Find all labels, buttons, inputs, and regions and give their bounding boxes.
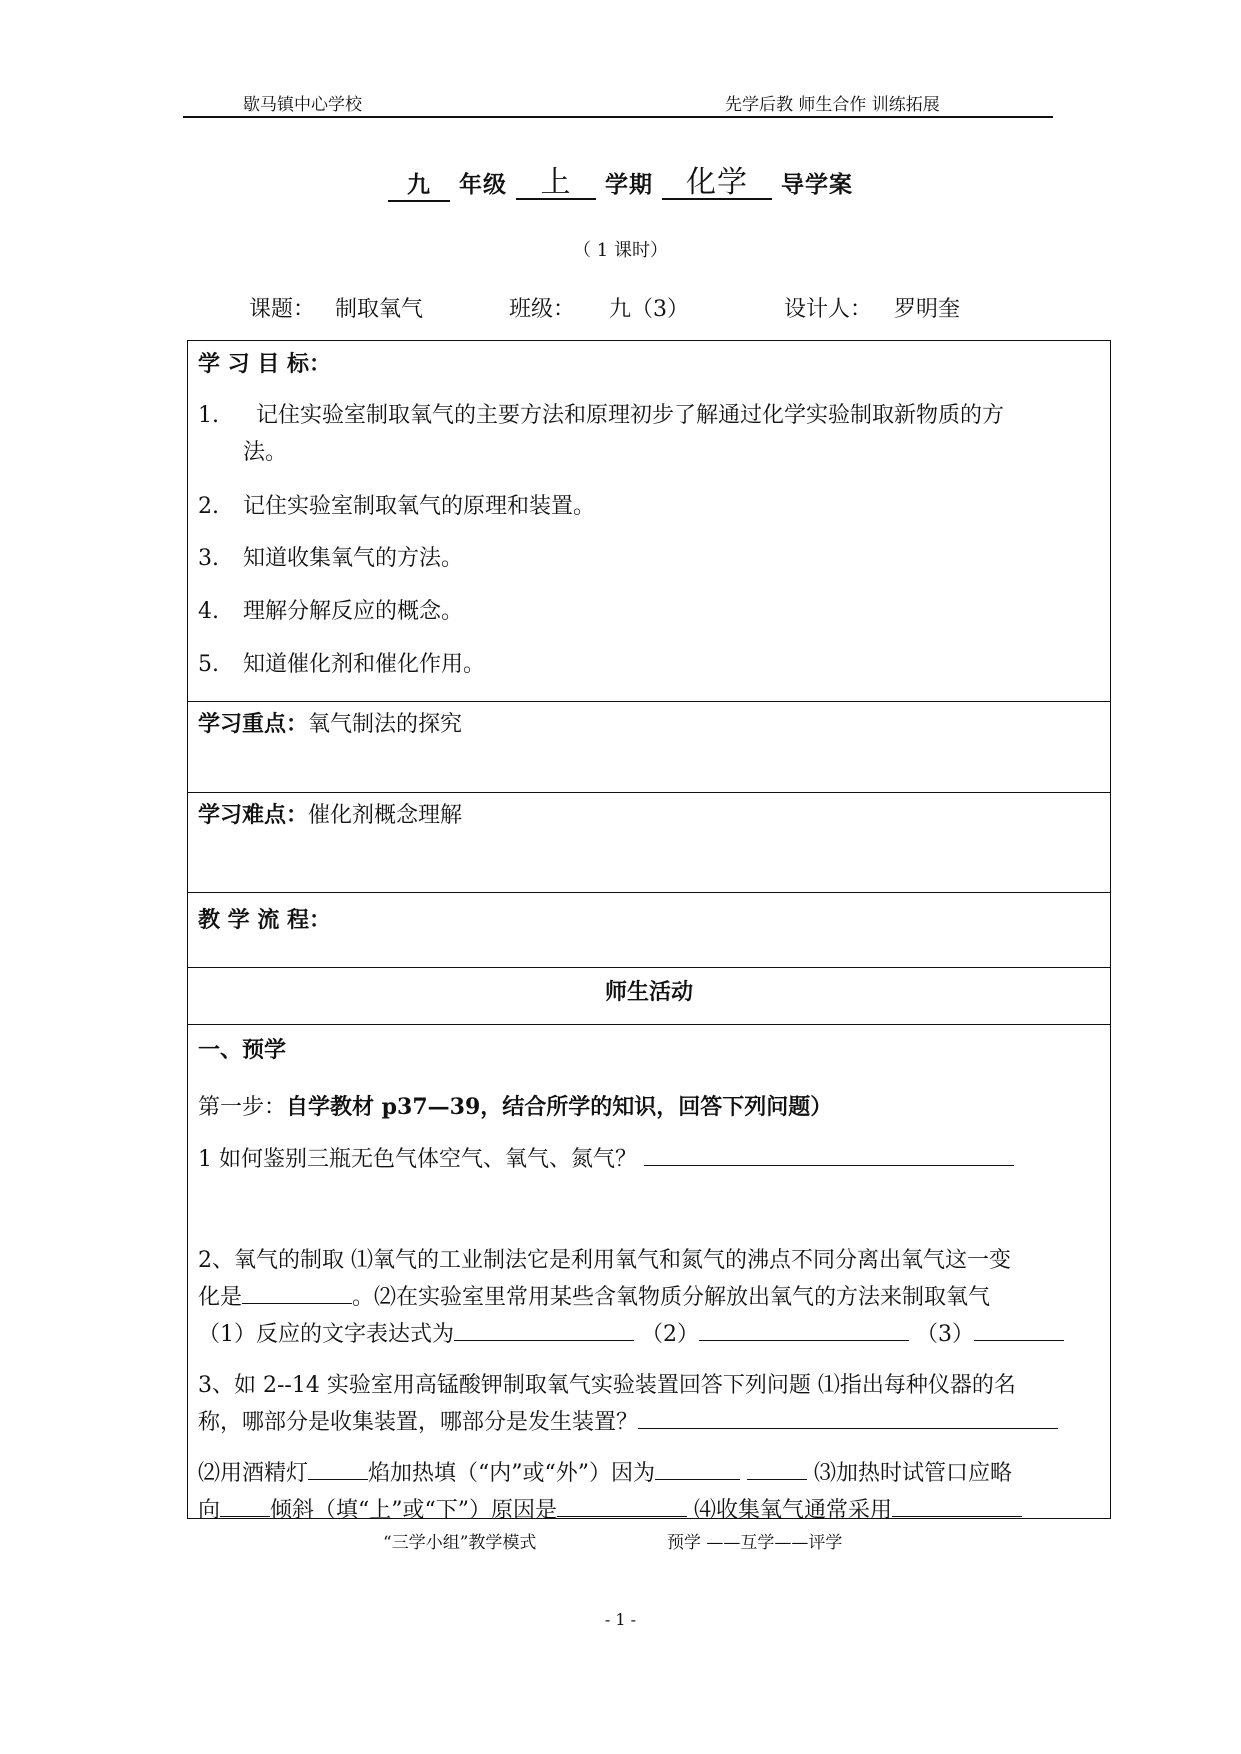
objective-text-cont: 法。 [243,440,288,465]
row-divider [187,792,1111,793]
row-divider [187,701,1111,702]
objective-number: 5. [198,652,219,677]
footer-steps: 预学 ——互学——评学 [667,1533,843,1553]
answer-blank[interactable] [974,1316,1064,1341]
question-4-text: ⑵用酒精灯 [198,1461,309,1486]
footer-mode: “三学小组”教学模式 [383,1533,537,1553]
answer-blank[interactable] [655,1455,740,1480]
topic-value: 制取氧气 [335,297,424,322]
class-label: 班级： [509,297,576,322]
answer-blank[interactable] [454,1316,634,1341]
page-number: - 1 - [604,1610,637,1629]
objective-number: 2. [198,494,219,519]
question-4-text: 向 [198,1498,221,1523]
period-count: （ 1 课时） [573,240,668,261]
row-divider [187,892,1111,893]
header-motto: 先学后教 师生合作 训练拓展 [725,95,940,115]
step-one [198,1089,832,1126]
process-heading: 教 学 流 程： [198,907,331,933]
designer-label: 设计人： [784,297,873,322]
row-divider [187,1024,1111,1025]
objective-number: 4. [198,599,219,624]
objectives-heading: 学 习 目 标： [198,351,331,377]
objective-number: 3. [198,546,219,571]
answer-blank[interactable] [644,1141,1014,1166]
difficulty-text: 催化剂概念理解 [308,803,463,828]
question-2-line-3 [198,1316,1064,1353]
question-2-text: 。⑵在实验室里常用某些含氧物质分解放出氧气的方法来制取氧气 [352,1285,991,1310]
difficulty-label: 学习难点： [198,802,309,828]
question-2-text: （1）反应的文字表达式为 [198,1322,454,1347]
row-divider [187,967,1111,968]
title-term: 上 [516,168,596,200]
question-2-line-1: 2、氧气的制取 ⑴氧气的工业制法它是利用氧气和氮气的沸点不同分离出氧气这一变 [198,1248,1011,1273]
objective-text: 理解分解反应的概念。 [243,599,464,624]
answer-blank[interactable] [242,1279,352,1304]
question-4-line-1 [198,1455,1012,1492]
header-rule [183,116,1053,118]
answer-blank[interactable] [747,1455,807,1480]
step-label: 第一步： [198,1095,287,1120]
question-2-text: （2） [641,1322,699,1347]
class-value: 九（3） [609,297,689,322]
question-4-line-2 [198,1492,1022,1529]
designer-value: 罗明奎 [894,297,961,322]
question-3-text: 称，哪部分是收集装置，哪部分是发生装置？ [198,1410,639,1435]
question-3-line-2 [198,1404,1058,1441]
question-3-line-1: 3、如 2--14 实验室用高锰酸钾制取氧气实验装置回答下列问题 ⑴指出每种仪器的名 [198,1373,1016,1398]
objective-text: 记住实验室制取氧气的原理和装置。 [243,494,596,519]
question-2-text: （3） [916,1322,974,1347]
title-term-suffix: 学期 [605,171,653,198]
answer-blank[interactable] [557,1492,687,1517]
step-text: 自学教材 p37—39，结合所学的知识，回答下列问题） [286,1094,833,1120]
question-4-text: 倾斜（填“上”或“下”）原因是 [270,1498,558,1523]
objective-text: 知道催化剂和催化作用。 [243,652,486,677]
question-4-text: 焰加热填（“内”或“外”）因为 [368,1461,656,1486]
objective-text: 记住实验室制取氧气的主要方法和原理初步了解通过化学实验制取新物质的方 [256,403,1005,428]
answer-blank[interactable] [220,1492,270,1517]
title-grade-suffix: 年级 [458,171,507,198]
question-1 [198,1141,1014,1178]
objective-text: 知道收集氧气的方法。 [243,546,464,571]
answer-blank[interactable] [892,1492,1022,1517]
question-2-line-2 [198,1279,990,1316]
school-name: 歇马镇中心学校 [243,95,362,115]
title-doc-type: 导学案 [781,171,854,198]
question-2-text: 化是 [198,1285,243,1310]
question-4-text: ⑷收集氧气通常采用 [694,1498,893,1523]
key-point-label: 学习重点： [198,711,309,737]
answer-blank[interactable] [699,1316,909,1341]
key-point [198,706,462,743]
page-title [0,166,1241,202]
title-grade: 九 [388,170,450,202]
preview-heading: 一、预学 [198,1037,287,1063]
objective-number: 1. [198,403,219,428]
question-4-text: ⑶加热时试管口应略 [814,1461,1013,1486]
answer-blank[interactable] [308,1455,368,1480]
topic-label: 课题： [249,297,316,322]
difficulty [198,797,462,834]
key-point-text: 氧气制法的探究 [308,712,463,737]
title-subject: 化学 [662,168,772,200]
activity-header: 师生活动 [604,979,693,1005]
answer-blank[interactable] [638,1404,1058,1429]
question-1-text: 1 如何鉴别三瓶无色气体空气、氧气、氮气？ [198,1147,637,1172]
